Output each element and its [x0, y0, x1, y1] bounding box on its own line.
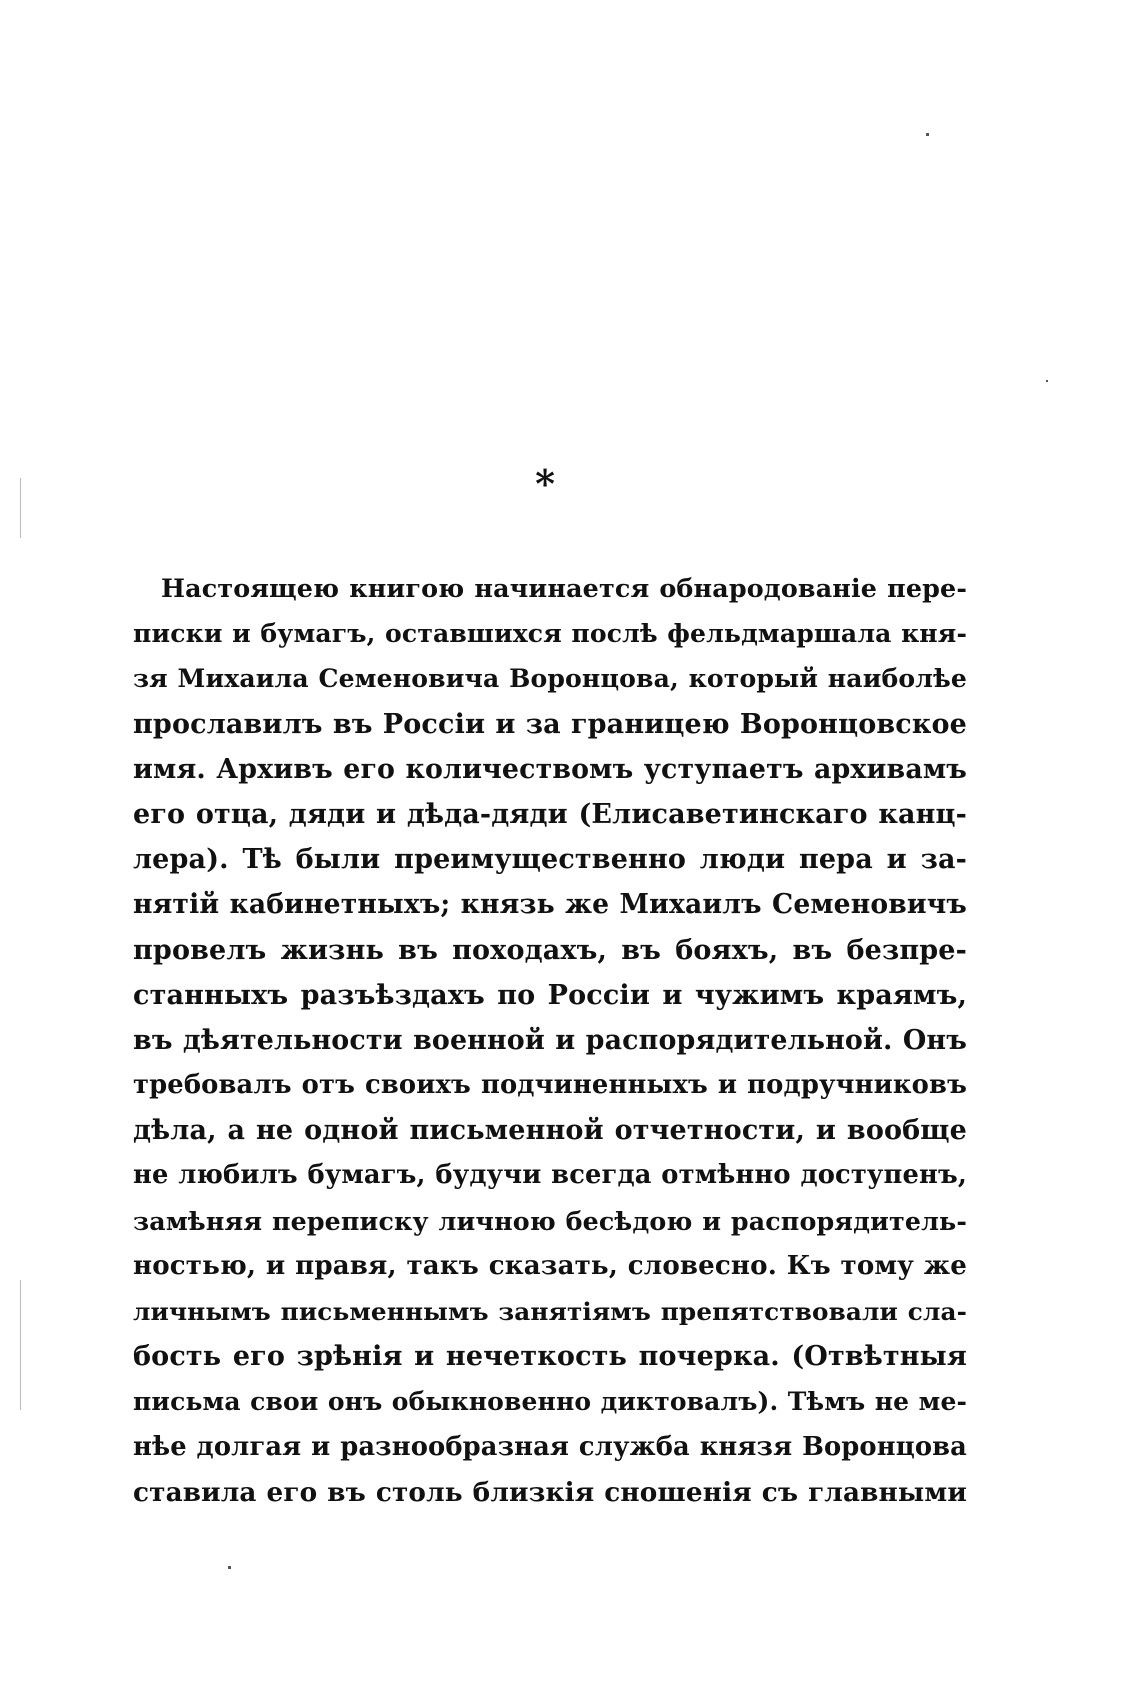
text-line: его отца, дяди и дѣда-дяди (Елисаветинскаго канц-	[133, 798, 967, 830]
text-line: въ дѣятельности военной и распорядительной. Онъ	[133, 1024, 967, 1056]
text-line: письма свои онъ обыкновенно диктовалъ). Тѣмъ не ме-	[133, 1387, 967, 1417]
text-line: нѣе долгая и разнообразная служба князя Воронцова	[133, 1431, 967, 1462]
scan-speck	[1046, 380, 1048, 382]
text-line: ставила его въ столь близкія сношенія съ главными	[133, 1476, 967, 1508]
text-line: требовалъ отъ своихъ подчиненныхъ и подручниковъ	[133, 1070, 967, 1101]
text-line: лера). Тѣ были преимущественно люди пера и за-	[133, 844, 967, 876]
text-line: писки и бумагъ, оставшихся послѣ фельдмаршала кня-	[133, 618, 967, 649]
text-line: бость его зрѣнія и нечеткость почерка. (Отвѣтныя	[133, 1341, 967, 1373]
text-line: дѣла, а не одной письменной отчетности, и вообще	[133, 1115, 967, 1147]
scan-speck	[926, 133, 929, 136]
section-ornament: *	[535, 461, 555, 506]
text-line: ностью, и правя, такъ сказать, словесно. Къ тому же	[133, 1250, 967, 1281]
text-line: личнымъ письменнымъ занятіямъ препятствовали сла-	[133, 1297, 967, 1326]
text-line: имя. Архивъ его количествомъ уступаетъ архивамъ	[133, 753, 967, 785]
text-line: Настоящею книгою начинается обнародованіе пере-	[161, 573, 967, 603]
text-line: нятій кабинетныхъ; князь же Михаилъ Семеновичъ	[133, 889, 967, 921]
scan-edge-mark	[20, 1280, 21, 1410]
text-line: замѣняя переписку личною бесѣдою и распорядитель-	[133, 1205, 967, 1236]
text-line: провелъ жизнь въ походахъ, въ бояхъ, въ безпре-	[133, 934, 967, 966]
scan-speck	[228, 1566, 231, 1569]
text-line: зя Михаила Семеновича Воронцова, который наиболѣе	[133, 663, 967, 694]
body-text	[133, 566, 967, 1515]
text-line: прославилъ въ Россіи и за границею Воронцовское	[133, 708, 967, 740]
text-line: не любилъ бумагъ, будучи всегда отмѣнно доступенъ,	[133, 1160, 967, 1191]
text-line: станныхъ разъѣздахъ по Россіи и чужимъ краямъ,	[133, 979, 967, 1011]
